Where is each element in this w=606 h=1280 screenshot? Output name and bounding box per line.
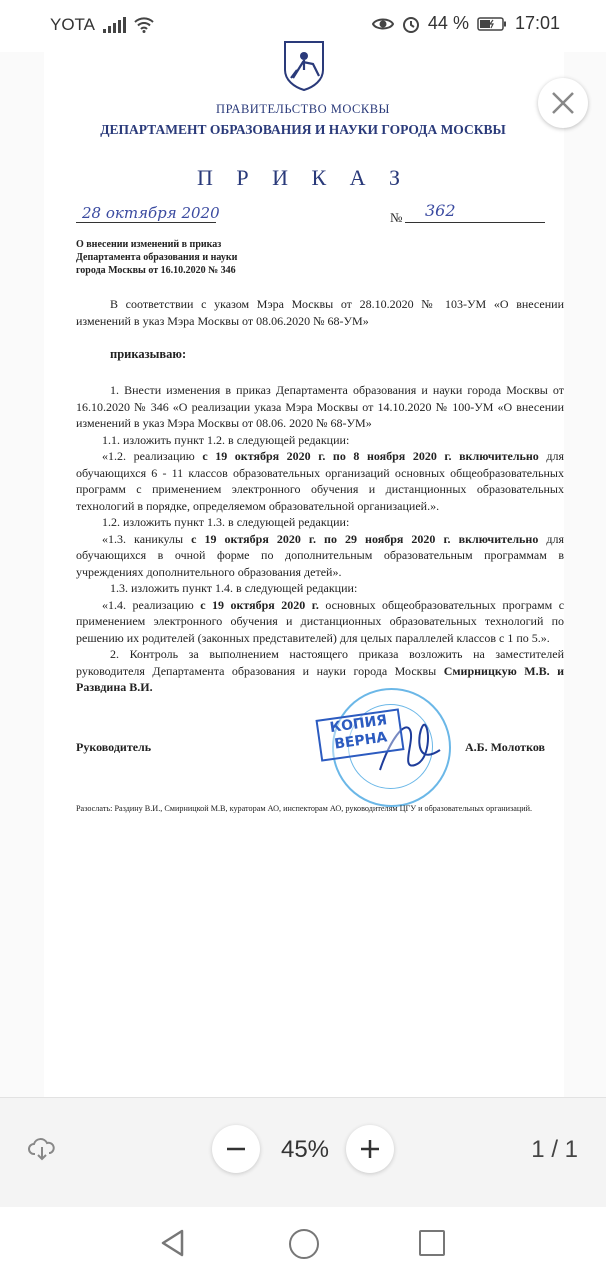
bold-dates: с 19 октября 2020 г. по 8 ноября 2020 г. включительно [202,449,539,463]
order-word: приказываю: [110,347,187,361]
distribution-list: Разослать: Раздину В.И., Смирницкой М.В, кураторам АО, инспекторам АО, руководителям ЦГУ и образовательных организаций. [76,804,533,813]
eye-icon [372,16,394,32]
signer-name: А.Б. Молотков [465,740,546,754]
document-number: 362 [425,201,456,220]
text-span: для обучающихся 6 - 11 классов образовательных организаций основных общеобразовательных программ с применением электронного обучения и дистанционных образовательных технологий в порядке, определяемом образовательной организацией.». [76,449,565,513]
home-icon[interactable] [289,1229,319,1259]
government-heading: ПРАВИТЕЛЬСТВО МОСКВЫ [216,102,390,116]
copy-certified-stamp: КОПИЯ ВЕРНА [315,708,404,761]
subject-line: О внесении изменений в приказ [76,239,222,250]
battery-percent: 44 % [427,13,469,33]
text-span: основных общеобразовательных программ с применением электронного обучения и дистанционных образовательных технологий по решению их родителей (законных представителей) для целых параллелей классов с 1 по 5.». [76,597,565,645]
text-span: «1.3. каникулы [102,531,184,546]
signer-role: Руководитель [76,740,152,754]
carrier-label: YOTA [50,15,96,34]
paragraph-1-1: 1.1. изложить пункт 1.2. в следующей редакции: [102,432,350,447]
text-span: «1.2. реализацию [102,449,195,463]
system-nav-bar [0,1207,606,1280]
close-button[interactable] [538,78,588,128]
minus-icon [225,1138,247,1160]
text-span: 2. Контроль за выполнением настоящего приказа возложить на заместителей руководителя Департамента образования и науки города Москвы [76,647,564,678]
recents-icon[interactable] [419,1230,445,1256]
department-heading: ДЕПАРТАМЕНТ ОБРАЗОВАНИЯ И НАУКИ ГОРОДА МОСКВЫ [100,122,506,137]
number-label: № [390,210,403,225]
alarm-icon [402,15,420,33]
bold-dates: с 19 октября 2020 г. по 29 ноября 2020 г. включительно [191,531,539,546]
document-title: П Р И К А З [196,165,410,190]
text-span: «1.4. реализацию [102,597,194,612]
paragraph-1-3-text [76,531,564,581]
date-underline [76,222,216,223]
paragraph-1: 1. Внести изменения в приказ Департамента образования и науки города Москвы от 16.10.2020 № 346 «О реализации указа Мэра Москвы от 14.10.2020 № 100-УМ «О внесении изменений в указ Мэра Москвы от 08.06. 2020 № 68-УМ» [76,383,564,430]
order-body [76,382,564,696]
viewer-toolbar [0,1097,606,1208]
intro-paragraph: В соответствии с указом Мэра Москвы от 28.10.2020 № 103-УМ «О внесении изменений в указ Мэра Москвы от 08.06.2020 № 68-УМ» [76,297,564,328]
battery-icon [477,16,507,32]
signal-icon [103,17,126,33]
page-counter: 1 / 1 [531,1136,578,1163]
paragraph-1-2-text [76,448,564,514]
subject-line: города Москвы от 16.10.2020 № 346 [76,265,236,276]
number-underline [405,222,545,223]
zoom-in-button[interactable] [346,1125,394,1173]
wifi-icon [134,17,154,33]
bold-names: Смирницкую М.В. и Развдина В.И. [76,663,564,694]
close-icon [550,90,576,116]
subject-line: Департамента образования и науки [76,252,238,263]
clock: 17:01 [514,13,560,33]
bold-dates: с 19 октября 2020 г. [200,597,319,612]
paragraph-1-3: 1.3. изложить пункт 1.4. в следующей редакции: [110,581,358,595]
zoom-level: 45% [280,1136,330,1163]
back-icon[interactable] [160,1229,186,1257]
document-subject [76,238,237,277]
text-span: для обучающихся в очной форме по дополнительным образовательным программам в учреждениях дополнительного образования детей». [76,531,564,579]
paragraph-2 [76,646,564,696]
paragraph-1-4-text [76,597,564,647]
document-date: 28 октября 2020 [82,204,220,222]
paragraph-1-2: 1.2. изложить пункт 1.3. в следующей редакции: [102,515,350,529]
zoom-out-button[interactable] [212,1125,260,1173]
moscow-crest-emblem [281,40,327,92]
download-icon[interactable] [28,1136,56,1162]
plus-icon [359,1138,381,1160]
